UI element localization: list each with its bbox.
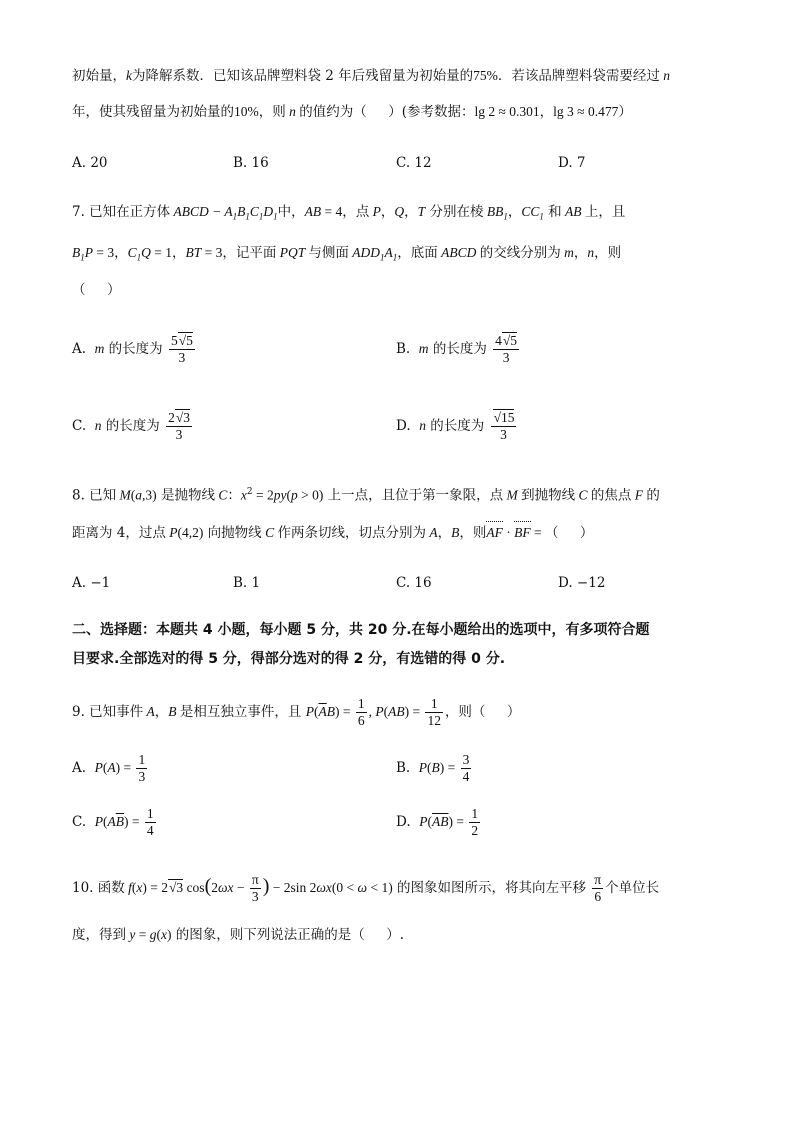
q6-stem-line1: 初始量，k为降解系数．已知该品牌塑料袋 2 年后残留量为初始量的75%．若该品牌塑料袋需要经过 n bbox=[72, 68, 671, 84]
q7-option-b: B. m 的长度为 $\frac{4√5}{3}$ bbox=[396, 333, 518, 365]
q9-option-a: A. P(A) = $\frac{1}{3}$ bbox=[72, 752, 146, 784]
q7-stem-line2: $B_1P = 3$，$C_1Q = 1$，BT = 3，记平面 PQT 与侧面 $ADD_1A_1$，底面 ABCD 的交线分别为 m，n，则 bbox=[72, 245, 622, 263]
q8-option-c: C. 16 bbox=[396, 575, 432, 591]
section2-heading-line1: 二、选择题：本题共 4 小题，每小题 5 分，共 20 分.在每小题给出的选项中，有多项符合题 bbox=[72, 622, 650, 638]
q7-option-a: A. m 的长度为 $\frac{5√5}{3}$ bbox=[72, 333, 193, 365]
q6-option-d: D. 7 bbox=[558, 155, 586, 171]
q10-stem-line1: 10. 函数 f(x) = 2√3 cos(2ωx − $\frac{\pi}{3}$ ) − 2sin 2ωx(0 < ω < 1) 的图象如图所示，将其向左平移 $\frac{\pi}{6}$ 个单位长 bbox=[72, 872, 660, 904]
q8-option-b: B. 1 bbox=[233, 575, 261, 591]
q6-option-a: A. 20 bbox=[72, 155, 108, 171]
q6-option-c: C. 12 bbox=[396, 155, 432, 171]
q8-stem-line1: 8. 已知 M(a,3) 是抛物线 C：$x^2 = 2py(p > 0)$ 上一点，且位于第一象限，点 M 到抛物线 C 的焦点 F 的 bbox=[72, 487, 660, 504]
q9-option-b: B. P(B) = $\frac{3}{4}$ bbox=[396, 752, 470, 784]
q7-option-d: D. n 的长度为 $\frac{√15}{3}$ bbox=[396, 410, 515, 442]
q8-option-a: A. −1 bbox=[72, 575, 111, 591]
q7-option-c: C. n 的长度为 $\frac{2√3}{3}$ bbox=[72, 410, 190, 442]
section2-heading-line2: 目要求.全部选对的得 5 分，得部分选对的得 2 分，有选错的得 0 分. bbox=[72, 651, 506, 667]
q6-option-b: B. 16 bbox=[233, 155, 269, 171]
q8-stem-line2: 距离为 4，过点 P(4,2) 向抛物线 C 作两条切线，切点分别为 A，B，则AF · BF = （ ） bbox=[72, 525, 594, 541]
q9-option-c: C. $P(A\overline{B})$ = $\frac{1}{4}$ bbox=[72, 806, 154, 838]
q9-option-d: D. $P(\overline{AB})$ = $\frac{1}{2}$ bbox=[396, 806, 479, 838]
q7-stem-line3: （ ） bbox=[72, 282, 121, 298]
q8-option-d: D. −12 bbox=[558, 575, 606, 591]
q7-stem-line1: 7. 已知在正方体 ABCD − $A_1B_1C_1D_1$中，AB = 4，点 P，Q，T 分别在棱 $BB_1$，$CC_1$ 和 AB 上，且 bbox=[72, 204, 626, 222]
q9-stem: 9. 已知事件 A，B 是相互独立事件，且 $P(\overline{A}B)$ = $\frac{1}{6}$ , P(AB) = $\frac{1}{12}$ ，则（ ） bbox=[72, 696, 521, 728]
q10-stem-line2: 度，得到 y = g(x) 的图象，则下列说法正确的是（ ）. bbox=[72, 927, 405, 943]
q6-stem-line2: 年，使其残留量为初始量的10%，则 n 的值约为（ ）(参考数据：lg 2 ≈ 0.301，lg 3 ≈ 0.477） bbox=[72, 104, 632, 120]
